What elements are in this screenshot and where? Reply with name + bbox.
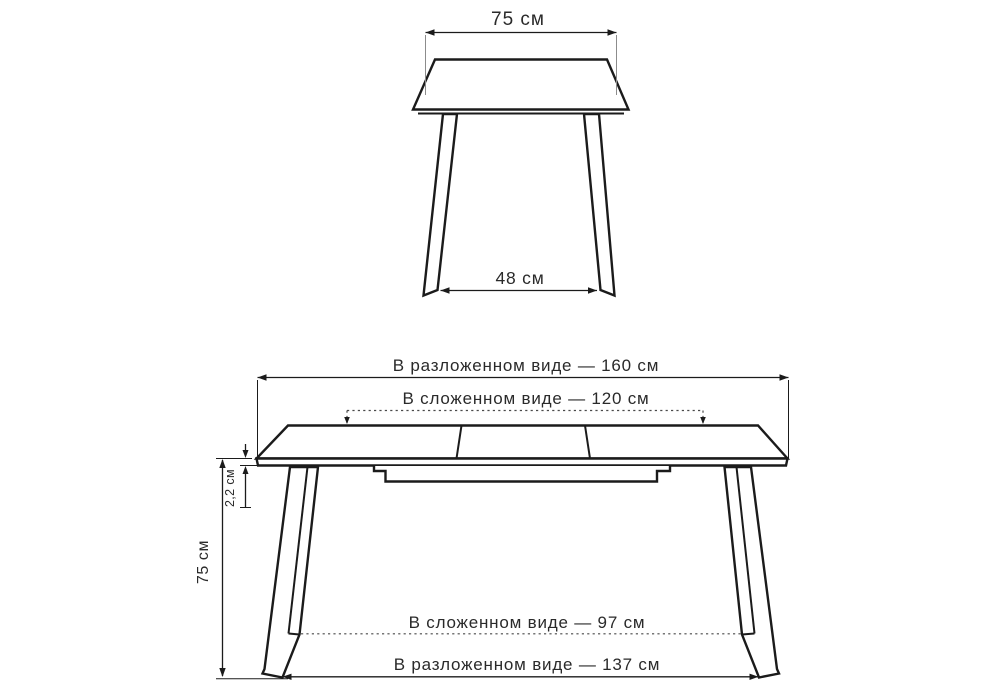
front-length-folded-label: В сложенном виде — 120 см	[402, 389, 650, 408]
front-height-label: 75 см	[195, 539, 212, 585]
arrow-left-icon	[426, 29, 435, 35]
front-thickness-label: 2,2 см	[223, 468, 237, 508]
arrow-up-icon	[243, 466, 249, 474]
arrow-left-icon	[258, 374, 267, 380]
front-leg-span-folded-label: В сложенном виде — 97 см	[408, 613, 646, 632]
side-leg-span-label: 48 см	[495, 268, 545, 288]
front-leg-span-unfolded-label: В разложенном виде — 137 см	[393, 655, 661, 674]
arrow-down-icon	[700, 417, 706, 424]
front-right-leg	[725, 467, 780, 678]
arrow-right-icon	[780, 374, 789, 380]
front-tabletop-edge-band	[257, 459, 788, 466]
front-view	[195, 356, 789, 680]
side-right-leg	[584, 114, 615, 296]
side-left-leg	[424, 114, 458, 296]
front-right-leg-outline	[725, 467, 780, 678]
front-left-leg	[263, 467, 319, 678]
arrow-down-icon	[243, 450, 249, 458]
front-right-leg-fold-step	[742, 634, 755, 635]
front-extension-frame	[374, 466, 670, 482]
side-view	[413, 9, 629, 296]
side-top-width-label: 75 см	[491, 9, 545, 30]
arrow-down-icon	[219, 668, 225, 677]
side-tabletop	[413, 60, 629, 110]
arrow-left-icon	[441, 287, 450, 293]
front-left-leg-outline	[263, 467, 319, 678]
arrow-right-icon	[608, 29, 617, 35]
front-length-unfolded-label: В разложенном виде — 160 см	[392, 356, 660, 375]
front-tabletop	[257, 426, 788, 459]
arrow-down-icon	[344, 417, 350, 424]
arrow-right-icon	[588, 287, 597, 293]
front-left-leg-fold-step	[289, 634, 300, 635]
arrow-up-icon	[219, 459, 225, 468]
